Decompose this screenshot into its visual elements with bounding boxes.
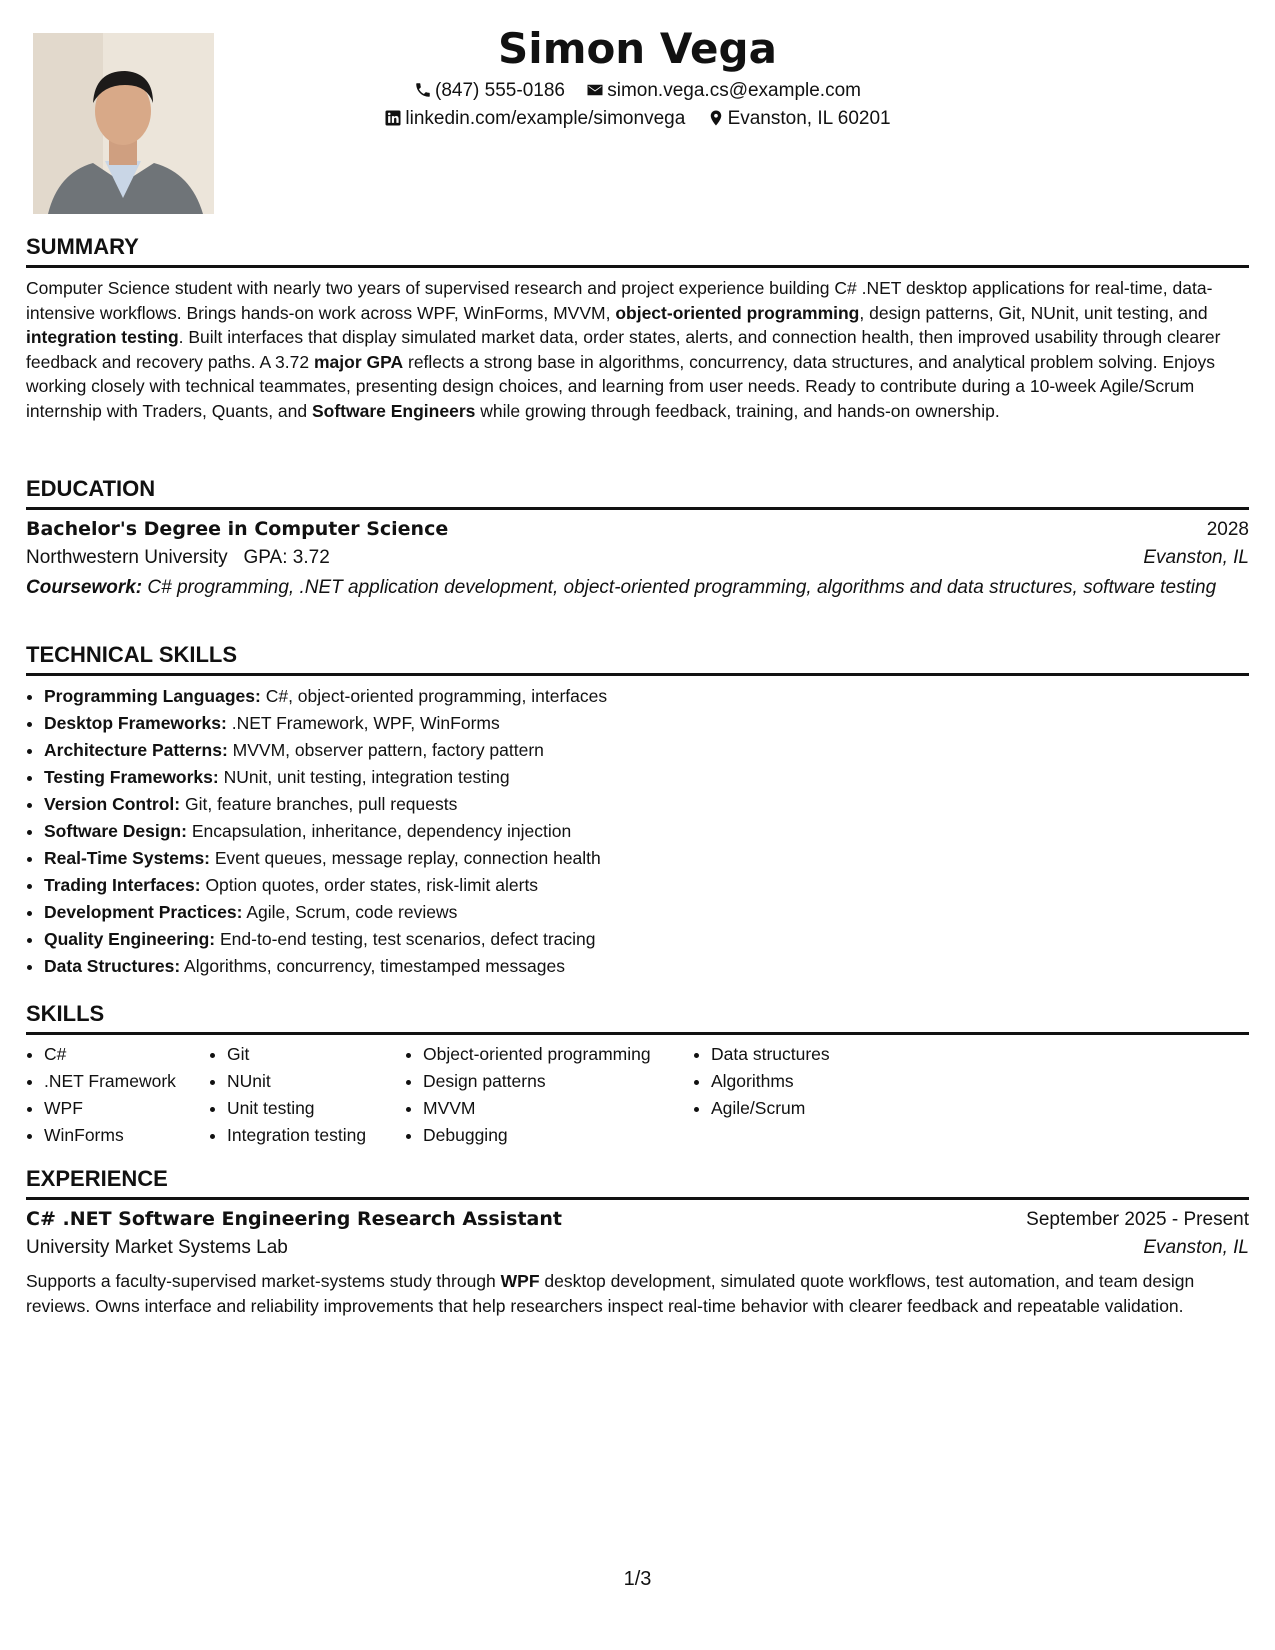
list-item: • Data Structures: Algorithms, concurrency, timestamped messages <box>44 953 1249 980</box>
section-title-education: EDUCATION <box>26 475 1249 510</box>
gpa: GPA: 3.72 <box>243 547 330 568</box>
list-item: • Git <box>227 1041 405 1068</box>
skills-column-2 <box>209 1041 405 1149</box>
technical-skills-section <box>26 641 1249 980</box>
list-item: • Object-oriented programming <box>423 1041 693 1068</box>
skills-column-1 <box>26 1041 209 1149</box>
list-item: • Quality Engineering: End-to-end testing, test scenarios, defect tracing <box>44 926 1249 953</box>
education-section <box>26 475 1249 600</box>
location-text: Evanston, IL 60201 <box>727 108 891 130</box>
skills-column-4 <box>693 1041 911 1149</box>
envelope-icon <box>586 81 604 99</box>
job-location: Evanston, IL <box>1143 1237 1249 1258</box>
linkedin-text: linkedin.com/example/simonvega <box>405 108 686 130</box>
graduation-year: 2028 <box>1206 519 1249 540</box>
list-item: • Trading Interfaces: Option quotes, order states, risk-limit alerts <box>44 872 1249 899</box>
email-contact[interactable] <box>586 78 861 104</box>
list-item: • Debugging <box>423 1122 693 1149</box>
list-item: • Development Practices: Agile, Scrum, code reviews <box>44 899 1249 926</box>
phone-text: (847) 555-0186 <box>435 80 565 101</box>
page-number: 1/3 <box>623 1568 652 1590</box>
job-description: Supports a faculty-supervised market-systems study through WPF desktop development, simulated quote workflows, test automation, and team design reviews. Owns interface and reliability improvements that help researchers inspect real-time behavior with clearer feedback and repeatable validation. <box>26 1271 1195 1316</box>
email-text: simon.vega.cs@example.com <box>607 80 861 101</box>
linkedin-icon <box>384 109 402 127</box>
section-title-experience: EXPERIENCE <box>26 1165 1249 1200</box>
candidate-name: Simon Vega <box>498 24 777 73</box>
section-title-skills: SKILLS <box>26 1000 1249 1035</box>
job-title: C# .NET Software Engineering Research Assistant <box>26 1208 562 1230</box>
contact-row-1 <box>0 78 1275 104</box>
section-title-summary: SUMMARY <box>26 233 1249 268</box>
location-contact <box>707 106 891 132</box>
experience-org-row <box>26 1237 1249 1259</box>
list-item: • Software Design: Encapsulation, inheritance, dependency injection <box>44 818 1249 845</box>
list-item: • WPF <box>44 1095 209 1122</box>
summary-section <box>26 233 1249 424</box>
list-item: • Design patterns <box>423 1068 693 1095</box>
section-title-technical-skills: TECHNICAL SKILLS <box>26 641 1249 676</box>
list-item: • Testing Frameworks: NUnit, unit testing, integration testing <box>44 764 1249 791</box>
list-item: • Version Control: Git, feature branches, pull requests <box>44 791 1249 818</box>
experience-role-row <box>26 1208 1249 1231</box>
phone-contact[interactable] <box>414 78 565 104</box>
list-item: • C# <box>44 1041 209 1068</box>
coursework-label: Coursework: <box>26 577 143 598</box>
list-item: • Programming Languages: C#, object-oriented programming, interfaces <box>44 683 1249 710</box>
degree-title: Bachelor's Degree in Computer Science <box>26 518 449 540</box>
list-item: • MVVM <box>423 1095 693 1122</box>
skills-column-3 <box>405 1041 693 1149</box>
school-info <box>26 547 330 569</box>
coursework-list: C# programming, .NET application development, object-oriented programming, algorithms and data structures, software testing <box>142 577 1217 598</box>
list-item: • Desktop Frameworks: .NET Framework, WPF, WinForms <box>44 710 1249 737</box>
skills-section <box>26 1000 1249 1149</box>
experience-section <box>26 1165 1249 1318</box>
coursework <box>26 575 1249 600</box>
list-item: • Unit testing <box>227 1095 405 1122</box>
list-item: • .NET Framework <box>44 1068 209 1095</box>
phone-icon <box>414 81 432 99</box>
school-name: Northwestern University <box>26 547 228 568</box>
list-item: • Agile/Scrum <box>711 1095 911 1122</box>
summary-text: Computer Science student with nearly two years of supervised research and project experience building C# .NET desktop applications for real-time, data-intensive workflows. Brings hands-on work across WPF, WinForms, MVVM, object-oriented programming, design patterns, Git, NUnit, unit testing, and integration testing. Built interfaces that display simulated market data, order states, alerts, and connection health, then improved usability through clearer feedback and recovery paths. A 3.72 major GPA reflects a strong base in algorithms, concurrency, data structures, and analytical problem solving. Enjoys working closely with technical teammates, presenting design choices, and learning from user needs. Ready to contribute during a 10-week Agile/Scrum internship with Traders, Quants, and Software Engineers while growing through feedback, training, and hands-on ownership. <box>26 278 1221 421</box>
resume-header <box>0 22 1275 132</box>
list-item: • WinForms <box>44 1122 209 1149</box>
education-school-row <box>26 547 1249 569</box>
map-pin-icon <box>707 109 725 127</box>
list-item: • Real-Time Systems: Event queues, message replay, connection health <box>44 845 1249 872</box>
linkedin-contact[interactable] <box>384 106 685 132</box>
job-dates: September 2025 - Present <box>1026 1209 1249 1230</box>
technical-skills-list <box>26 683 1249 980</box>
school-location: Evanston, IL <box>1143 547 1249 568</box>
employer: University Market Systems Lab <box>26 1237 288 1258</box>
list-item: • NUnit <box>227 1068 405 1095</box>
education-degree-row <box>26 518 1249 541</box>
list-item: • Algorithms <box>711 1068 911 1095</box>
list-item: • Data structures <box>711 1041 911 1068</box>
skills-columns <box>26 1041 1249 1149</box>
list-item: • Architecture Patterns: MVVM, observer pattern, factory pattern <box>44 737 1249 764</box>
list-item: • Integration testing <box>227 1122 405 1149</box>
contact-row-2 <box>0 106 1275 132</box>
